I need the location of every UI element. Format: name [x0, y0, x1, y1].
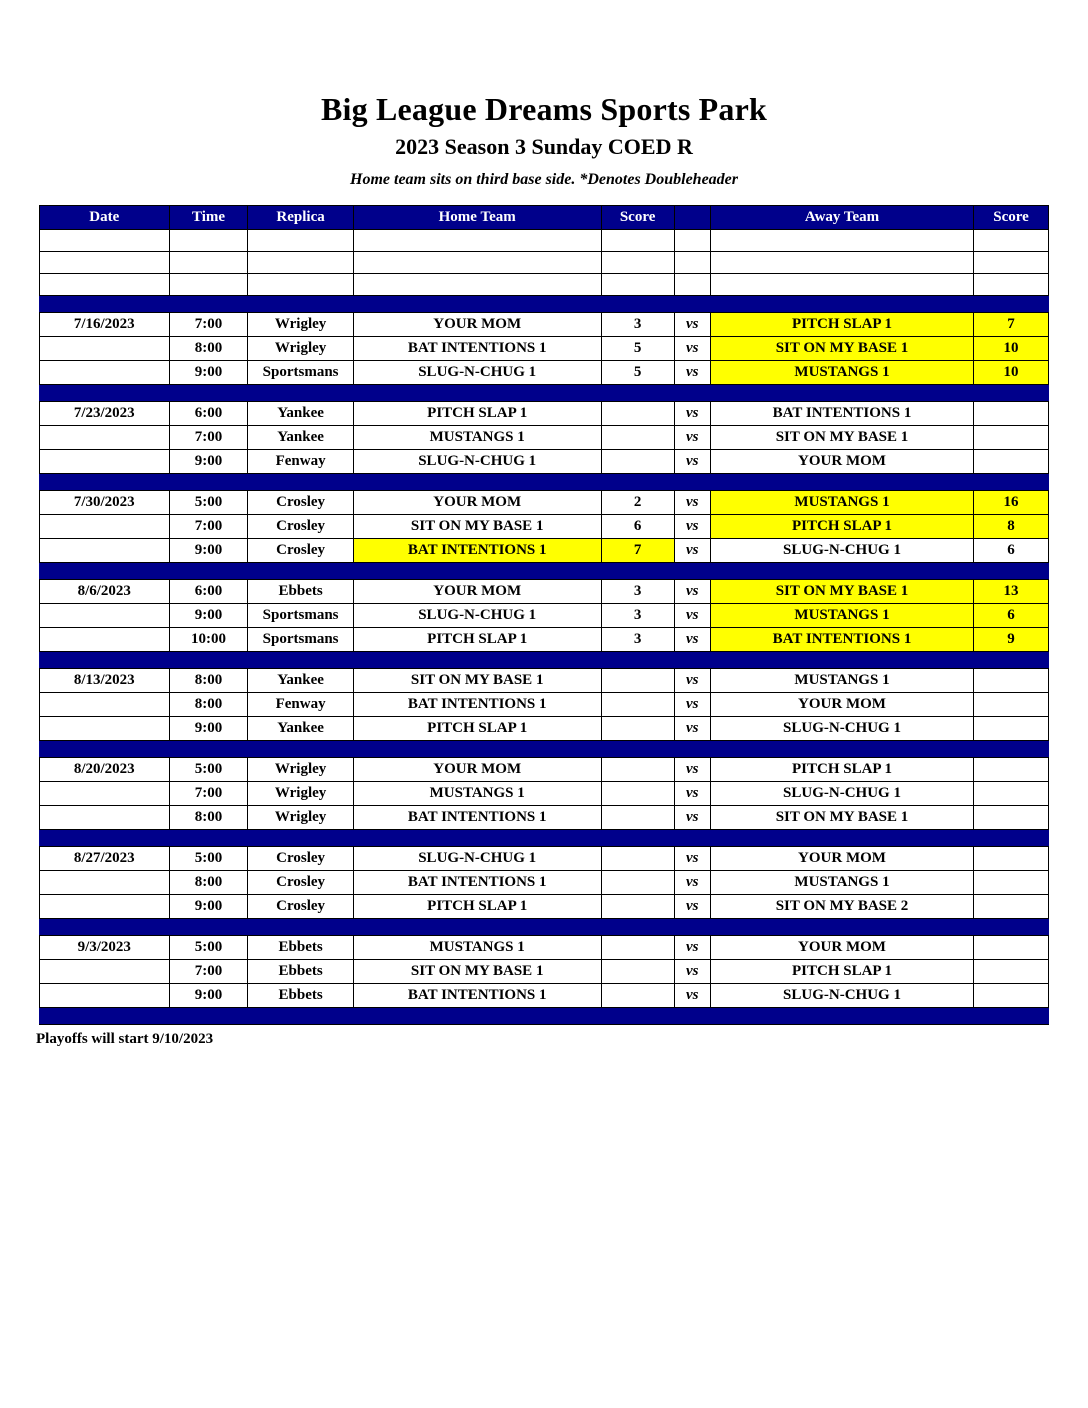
away-score-cell: 10 [974, 336, 1049, 360]
table-row [40, 935, 1049, 959]
game-date-cell: 8/20/2023 [40, 757, 170, 781]
vs-cell: vs [674, 692, 710, 716]
home-team-cell: SLUG-N-CHUG 1 [353, 603, 601, 627]
game-date-cell [40, 716, 170, 740]
empty-cell [40, 229, 170, 251]
home-score-cell [601, 757, 674, 781]
vs-cell: vs [674, 894, 710, 918]
home-score-cell [601, 692, 674, 716]
away-team-cell: SIT ON MY BASE 1 [710, 579, 973, 603]
away-score-cell [974, 870, 1049, 894]
home-team-cell: BAT INTENTIONS 1 [353, 983, 601, 1007]
home-team-cell: PITCH SLAP 1 [353, 401, 601, 425]
game-date-cell [40, 538, 170, 562]
empty-cell [353, 273, 601, 295]
field-replica-cell: Ebbets [248, 983, 353, 1007]
game-date-cell: 8/6/2023 [40, 579, 170, 603]
game-date-cell [40, 805, 170, 829]
home-score-cell: 5 [601, 360, 674, 384]
away-score-cell [974, 846, 1049, 870]
away-team-cell: SLUG-N-CHUG 1 [710, 538, 973, 562]
away-score-cell: 16 [974, 490, 1049, 514]
field-replica-cell: Crosley [248, 846, 353, 870]
away-score-cell: 13 [974, 579, 1049, 603]
game-time-cell: 7:00 [169, 312, 248, 336]
home-score-cell [601, 716, 674, 740]
field-replica-cell: Sportsmans [248, 603, 353, 627]
home-score-cell [601, 805, 674, 829]
game-time-cell: 9:00 [169, 538, 248, 562]
column-header-replica: Replica [248, 205, 353, 229]
empty-row [40, 251, 1049, 273]
away-team-cell: MUSTANGS 1 [710, 360, 973, 384]
away-team-cell: MUSTANGS 1 [710, 668, 973, 692]
empty-row [40, 229, 1049, 251]
field-replica-cell: Wrigley [248, 757, 353, 781]
home-team-cell: PITCH SLAP 1 [353, 716, 601, 740]
vs-cell: vs [674, 716, 710, 740]
away-score-cell [974, 894, 1049, 918]
home-score-cell [601, 983, 674, 1007]
vs-cell: vs [674, 757, 710, 781]
away-score-cell [974, 781, 1049, 805]
game-time-cell: 8:00 [169, 692, 248, 716]
field-replica-cell: Wrigley [248, 312, 353, 336]
home-score-cell [601, 425, 674, 449]
game-time-cell: 8:00 [169, 336, 248, 360]
empty-cell [710, 273, 973, 295]
away-score-cell [974, 425, 1049, 449]
game-time-cell: 5:00 [169, 490, 248, 514]
vs-cell: vs [674, 579, 710, 603]
away-team-cell: SIT ON MY BASE 1 [710, 805, 973, 829]
away-team-cell: MUSTANGS 1 [710, 870, 973, 894]
home-score-cell [601, 846, 674, 870]
home-score-cell: 7 [601, 538, 674, 562]
empty-cell [169, 273, 248, 295]
away-score-cell: 6 [974, 603, 1049, 627]
table-row [40, 425, 1049, 449]
away-score-cell [974, 692, 1049, 716]
away-score-cell [974, 959, 1049, 983]
away-team-cell: SIT ON MY BASE 2 [710, 894, 973, 918]
home-score-cell [601, 935, 674, 959]
away-team-cell: MUSTANGS 1 [710, 603, 973, 627]
game-time-cell: 7:00 [169, 781, 248, 805]
away-team-cell: SIT ON MY BASE 1 [710, 336, 973, 360]
table-row [40, 846, 1049, 870]
field-replica-cell: Crosley [248, 894, 353, 918]
field-replica-cell: Crosley [248, 538, 353, 562]
table-row [40, 336, 1049, 360]
empty-cell [674, 273, 710, 295]
game-date-cell [40, 603, 170, 627]
game-time-cell: 5:00 [169, 757, 248, 781]
empty-row [40, 273, 1049, 295]
vs-cell: vs [674, 538, 710, 562]
field-replica-cell: Ebbets [248, 935, 353, 959]
game-time-cell: 8:00 [169, 668, 248, 692]
section-divider [40, 918, 1049, 935]
game-time-cell: 7:00 [169, 959, 248, 983]
home-score-cell: 3 [601, 603, 674, 627]
vs-cell: vs [674, 312, 710, 336]
table-row [40, 627, 1049, 651]
column-header-home-score: Score [601, 205, 674, 229]
empty-cell [710, 229, 973, 251]
home-score-cell [601, 401, 674, 425]
home-team-cell: MUSTANGS 1 [353, 781, 601, 805]
game-date-cell [40, 959, 170, 983]
table-row [40, 312, 1049, 336]
game-time-cell: 9:00 [169, 894, 248, 918]
field-replica-cell: Yankee [248, 425, 353, 449]
table-row [40, 449, 1049, 473]
table-row [40, 870, 1049, 894]
home-team-cell: YOUR MOM [353, 490, 601, 514]
empty-cell [40, 273, 170, 295]
home-team-cell: MUSTANGS 1 [353, 425, 601, 449]
empty-cell [974, 273, 1049, 295]
table-row [40, 781, 1049, 805]
game-date-cell [40, 781, 170, 805]
table-row [40, 983, 1049, 1007]
vs-cell: vs [674, 805, 710, 829]
game-date-cell: 8/13/2023 [40, 668, 170, 692]
table-row [40, 538, 1049, 562]
game-time-cell: 7:00 [169, 425, 248, 449]
table-row [40, 401, 1049, 425]
away-team-cell: YOUR MOM [710, 846, 973, 870]
empty-cell [601, 251, 674, 273]
field-replica-cell: Wrigley [248, 336, 353, 360]
section-divider-row [40, 651, 1049, 668]
vs-cell: vs [674, 425, 710, 449]
home-team-cell: BAT INTENTIONS 1 [353, 538, 601, 562]
field-replica-cell: Yankee [248, 401, 353, 425]
game-time-cell: 7:00 [169, 514, 248, 538]
away-team-cell: BAT INTENTIONS 1 [710, 401, 973, 425]
column-header-date: Date [40, 205, 170, 229]
empty-cell [248, 229, 353, 251]
field-replica-cell: Yankee [248, 716, 353, 740]
game-time-cell: 9:00 [169, 716, 248, 740]
home-team-cell: SLUG-N-CHUG 1 [353, 449, 601, 473]
game-time-cell: 5:00 [169, 846, 248, 870]
empty-cell [248, 251, 353, 273]
empty-cell [601, 229, 674, 251]
table-row [40, 692, 1049, 716]
vs-cell: vs [674, 360, 710, 384]
section-divider [40, 740, 1049, 757]
section-divider-row [40, 384, 1049, 401]
vs-cell: vs [674, 401, 710, 425]
game-time-cell: 10:00 [169, 627, 248, 651]
away-team-cell: PITCH SLAP 1 [710, 312, 973, 336]
vs-cell: vs [674, 870, 710, 894]
away-score-cell [974, 449, 1049, 473]
field-replica-cell: Sportsmans [248, 627, 353, 651]
away-team-cell: PITCH SLAP 1 [710, 514, 973, 538]
column-header-time: Time [169, 205, 248, 229]
game-date-cell [40, 692, 170, 716]
field-replica-cell: Crosley [248, 490, 353, 514]
away-team-cell: SLUG-N-CHUG 1 [710, 716, 973, 740]
game-time-cell: 9:00 [169, 983, 248, 1007]
section-divider-row [40, 918, 1049, 935]
game-time-cell: 9:00 [169, 449, 248, 473]
game-date-cell [40, 514, 170, 538]
table-row [40, 514, 1049, 538]
away-score-cell: 10 [974, 360, 1049, 384]
table-row [40, 894, 1049, 918]
home-team-cell: SLUG-N-CHUG 1 [353, 360, 601, 384]
section-divider [40, 562, 1049, 579]
empty-cell [40, 251, 170, 273]
table-header-row [40, 205, 1049, 229]
away-team-cell: PITCH SLAP 1 [710, 959, 973, 983]
field-replica-cell: Ebbets [248, 959, 353, 983]
empty-cell [248, 273, 353, 295]
home-score-cell [601, 894, 674, 918]
game-date-cell: 9/3/2023 [40, 935, 170, 959]
home-score-cell: 5 [601, 336, 674, 360]
game-time-cell: 5:00 [169, 935, 248, 959]
game-time-cell: 6:00 [169, 579, 248, 603]
section-divider [40, 473, 1049, 490]
field-replica-cell: Wrigley [248, 781, 353, 805]
column-header-home-team: Home Team [353, 205, 601, 229]
home-score-cell [601, 781, 674, 805]
away-team-cell: MUSTANGS 1 [710, 490, 973, 514]
column-header-away-team: Away Team [710, 205, 973, 229]
table-row [40, 490, 1049, 514]
home-team-cell: PITCH SLAP 1 [353, 627, 601, 651]
table-row [40, 959, 1049, 983]
home-score-cell: 3 [601, 312, 674, 336]
home-score-cell [601, 449, 674, 473]
vs-cell: vs [674, 514, 710, 538]
section-divider [40, 829, 1049, 846]
away-score-cell [974, 935, 1049, 959]
field-replica-cell: Fenway [248, 692, 353, 716]
table-row [40, 579, 1049, 603]
section-divider [40, 651, 1049, 668]
game-date-cell [40, 360, 170, 384]
schedule-table [39, 205, 1049, 1025]
vs-cell: vs [674, 449, 710, 473]
away-team-cell: SLUG-N-CHUG 1 [710, 781, 973, 805]
away-score-cell [974, 757, 1049, 781]
table-row [40, 805, 1049, 829]
away-team-cell: YOUR MOM [710, 692, 973, 716]
home-team-cell: SIT ON MY BASE 1 [353, 959, 601, 983]
empty-cell [974, 229, 1049, 251]
home-team-cell: YOUR MOM [353, 312, 601, 336]
empty-cell [353, 229, 601, 251]
table-row [40, 360, 1049, 384]
away-team-cell: SIT ON MY BASE 1 [710, 425, 973, 449]
home-team-cell: BAT INTENTIONS 1 [353, 805, 601, 829]
game-time-cell: 6:00 [169, 401, 248, 425]
home-team-cell: SIT ON MY BASE 1 [353, 514, 601, 538]
home-team-cell: YOUR MOM [353, 757, 601, 781]
away-team-cell: SLUG-N-CHUG 1 [710, 983, 973, 1007]
empty-cell [674, 229, 710, 251]
field-replica-cell: Yankee [248, 668, 353, 692]
field-replica-cell: Crosley [248, 514, 353, 538]
field-replica-cell: Ebbets [248, 579, 353, 603]
table-row [40, 716, 1049, 740]
home-team-cell: PITCH SLAP 1 [353, 894, 601, 918]
vs-cell: vs [674, 603, 710, 627]
section-divider [40, 295, 1049, 312]
field-replica-cell: Wrigley [248, 805, 353, 829]
vs-cell: vs [674, 668, 710, 692]
away-team-cell: BAT INTENTIONS 1 [710, 627, 973, 651]
section-divider [40, 384, 1049, 401]
vs-cell: vs [674, 959, 710, 983]
home-score-cell: 3 [601, 627, 674, 651]
home-score-cell [601, 959, 674, 983]
section-divider-row [40, 562, 1049, 579]
document-header [0, 0, 1088, 189]
vs-cell: vs [674, 336, 710, 360]
vs-cell: vs [674, 781, 710, 805]
away-score-cell: 8 [974, 514, 1049, 538]
away-team-cell: YOUR MOM [710, 935, 973, 959]
section-divider-row [40, 740, 1049, 757]
header-note: Home team sits on third base side. *Denotes Doubleheader [350, 171, 738, 189]
away-team-cell: PITCH SLAP 1 [710, 757, 973, 781]
table-row [40, 603, 1049, 627]
column-header-vs [674, 205, 710, 229]
game-date-cell [40, 449, 170, 473]
field-replica-cell: Fenway [248, 449, 353, 473]
section-divider-row [40, 473, 1049, 490]
away-score-cell [974, 401, 1049, 425]
away-score-cell [974, 983, 1049, 1007]
game-date-cell [40, 425, 170, 449]
home-score-cell: 2 [601, 490, 674, 514]
table-row [40, 757, 1049, 781]
away-score-cell [974, 668, 1049, 692]
game-time-cell: 8:00 [169, 870, 248, 894]
game-time-cell: 8:00 [169, 805, 248, 829]
vs-cell: vs [674, 935, 710, 959]
empty-cell [974, 251, 1049, 273]
page-title: Big League Dreams Sports Park [320, 91, 768, 127]
home-score-cell [601, 668, 674, 692]
section-divider-row [40, 829, 1049, 846]
empty-cell [710, 251, 973, 273]
home-team-cell: MUSTANGS 1 [353, 935, 601, 959]
game-date-cell: 7/30/2023 [40, 490, 170, 514]
home-team-cell: YOUR MOM [353, 579, 601, 603]
game-date-cell: 7/23/2023 [40, 401, 170, 425]
field-replica-cell: Sportsmans [248, 360, 353, 384]
home-team-cell: SIT ON MY BASE 1 [353, 668, 601, 692]
game-date-cell [40, 336, 170, 360]
field-replica-cell: Crosley [248, 870, 353, 894]
away-team-cell: YOUR MOM [710, 449, 973, 473]
home-team-cell: BAT INTENTIONS 1 [353, 692, 601, 716]
game-time-cell: 9:00 [169, 603, 248, 627]
season-subtitle: 2023 Season 3 Sunday COED R [395, 134, 693, 160]
away-score-cell [974, 716, 1049, 740]
game-date-cell: 7/16/2023 [40, 312, 170, 336]
home-score-cell: 3 [601, 579, 674, 603]
empty-cell [353, 251, 601, 273]
playoffs-note: Playoffs will start 9/10/2023 [36, 1030, 214, 1047]
away-score-cell: 9 [974, 627, 1049, 651]
section-divider-row [40, 295, 1049, 312]
home-score-cell: 6 [601, 514, 674, 538]
game-date-cell [40, 870, 170, 894]
game-time-cell: 9:00 [169, 360, 248, 384]
empty-cell [674, 251, 710, 273]
empty-cell [169, 229, 248, 251]
away-score-cell: 6 [974, 538, 1049, 562]
home-team-cell: BAT INTENTIONS 1 [353, 870, 601, 894]
table-body [40, 229, 1049, 1024]
game-date-cell [40, 894, 170, 918]
vs-cell: vs [674, 490, 710, 514]
game-date-cell [40, 983, 170, 1007]
table-row [40, 668, 1049, 692]
home-team-cell: BAT INTENTIONS 1 [353, 336, 601, 360]
vs-cell: vs [674, 846, 710, 870]
column-header-away-score: Score [974, 205, 1049, 229]
empty-cell [601, 273, 674, 295]
vs-cell: vs [674, 627, 710, 651]
away-score-cell [974, 805, 1049, 829]
home-score-cell [601, 870, 674, 894]
section-divider [40, 1007, 1049, 1024]
game-date-cell: 8/27/2023 [40, 846, 170, 870]
home-team-cell: SLUG-N-CHUG 1 [353, 846, 601, 870]
game-date-cell [40, 627, 170, 651]
section-divider-row [40, 1007, 1049, 1024]
away-score-cell: 7 [974, 312, 1049, 336]
empty-cell [169, 251, 248, 273]
vs-cell: vs [674, 983, 710, 1007]
